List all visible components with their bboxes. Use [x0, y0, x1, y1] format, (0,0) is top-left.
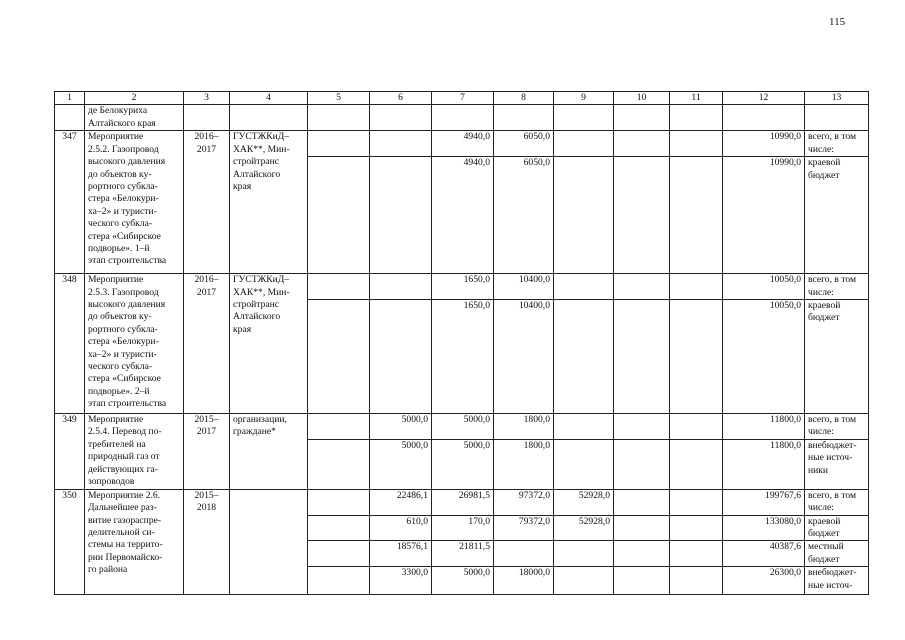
- value-cell-c9: 52928,0: [554, 489, 614, 515]
- value-cell-c9: [554, 414, 614, 440]
- value-cell-c8: 97372,0: [494, 489, 554, 515]
- value-cell-c7: 4940,0: [432, 131, 494, 157]
- cell: [805, 105, 869, 131]
- period-cell: 2016– 2017: [184, 131, 230, 274]
- value-cell-c11: [670, 131, 723, 157]
- value-cell-c8: 79372,0: [494, 515, 554, 541]
- funding-source-cell: внебюджет- ные источ- ники: [805, 439, 869, 489]
- header-cell: 9: [554, 92, 614, 105]
- value-cell-c7: 26981,5: [432, 489, 494, 515]
- funding-source-cell: всего, в том числе:: [805, 131, 869, 157]
- funding-source-cell: краевой бюджет: [805, 515, 869, 541]
- value-cell-c5: [308, 515, 370, 541]
- executor-cell: ГУСТЖКиД– ХАК**, Мин- стройтранс Алтайского края: [230, 274, 308, 414]
- value-cell-c11: [670, 274, 723, 300]
- value-cell-c6: [370, 131, 432, 157]
- cell: [432, 105, 494, 131]
- value-cell-c11: [670, 157, 723, 274]
- value-cell-c7: 21811,5: [432, 541, 494, 567]
- value-cell-c11: [670, 541, 723, 567]
- value-cell-c6: 3300,0: [370, 567, 432, 595]
- executor-cell: организации, граждане*: [230, 414, 308, 490]
- value-cell-c5: [308, 439, 370, 489]
- header-cell: 12: [723, 92, 805, 105]
- value-cell-c5: [308, 489, 370, 515]
- header-cell: 4: [230, 92, 308, 105]
- page-number: 115: [829, 16, 846, 28]
- table-body: [55, 92, 869, 595]
- header-row: [55, 92, 869, 105]
- value-cell-c7: 1650,0: [432, 274, 494, 300]
- value-cell-c10: [614, 515, 670, 541]
- value-cell-c5: [308, 274, 370, 300]
- value-cell-c7: 4940,0: [432, 157, 494, 274]
- value-cell-c10: [614, 567, 670, 595]
- cell: [308, 105, 370, 131]
- measure-name-cell: Мероприятие 2.5.4. Перевод по- требителей на природный газ от действующих га- зопроводов: [85, 414, 184, 490]
- cell: [723, 105, 805, 131]
- value-cell-c10: [614, 439, 670, 489]
- value-cell-c7: 5000,0: [432, 414, 494, 440]
- value-cell-c12: 40387,6: [723, 541, 805, 567]
- table-row: [55, 274, 869, 300]
- value-cell-c10: [614, 414, 670, 440]
- header-cell: 6: [370, 92, 432, 105]
- header-cell: 3: [184, 92, 230, 105]
- value-cell-c10: [614, 157, 670, 274]
- header-cell: 8: [494, 92, 554, 105]
- value-cell-c8: 1800,0: [494, 414, 554, 440]
- value-cell-c9: [554, 131, 614, 157]
- value-cell-c12: 199767,6: [723, 489, 805, 515]
- cell: [370, 105, 432, 131]
- value-cell-c5: [308, 414, 370, 440]
- table-row: [55, 414, 869, 440]
- period-cell: 2016– 2017: [184, 274, 230, 414]
- value-cell-c6: 5000,0: [370, 414, 432, 440]
- measure-name-cell: Мероприятие 2.5.2. Газопровод высокого давления до объектов ку- рортного субкла- стера «Белокури- ха–2» и туристи- ческого субкла- стера «Сибирское подворье». 1–й этап строительства: [85, 131, 184, 274]
- value-cell-c11: [670, 567, 723, 595]
- value-cell-c5: [308, 541, 370, 567]
- value-cell-c9: 52928,0: [554, 515, 614, 541]
- value-cell-c10: [614, 541, 670, 567]
- value-cell-c9: [554, 157, 614, 274]
- table-row: [55, 131, 869, 157]
- value-cell-c11: [670, 414, 723, 440]
- value-cell-c10: [614, 489, 670, 515]
- header-cell: 10: [614, 92, 670, 105]
- value-cell-c8: 18000,0: [494, 567, 554, 595]
- funding-source-cell: краевой бюджет: [805, 300, 869, 414]
- header-cell: 2: [85, 92, 184, 105]
- cont-name-cell: де Белокуриха Алтайского края: [85, 105, 184, 131]
- value-cell-c8: 6050,0: [494, 157, 554, 274]
- funding-source-cell: всего, в том числе:: [805, 274, 869, 300]
- value-cell-c8: [494, 541, 554, 567]
- cell: [614, 105, 670, 131]
- measure-name-cell: Мероприятие 2.6. Дальнейшее раз- витие газораспре- делительной си- стемы на террито- рии Первомайско- го района: [85, 489, 184, 594]
- value-cell-c12: 26300,0: [723, 567, 805, 595]
- value-cell-c7: 170,0: [432, 515, 494, 541]
- funding-source-cell: местный бюджет: [805, 541, 869, 567]
- cell: [55, 105, 85, 131]
- funding-source-cell: краевой бюджет: [805, 157, 869, 274]
- cell: [554, 105, 614, 131]
- value-cell-c12: 10990,0: [723, 157, 805, 274]
- table-row: [55, 489, 869, 515]
- period-cell: 2015– 2018: [184, 489, 230, 594]
- row-number-cell: 347: [55, 131, 85, 274]
- value-cell-c12: 11800,0: [723, 414, 805, 440]
- value-cell-c6: 610,0: [370, 515, 432, 541]
- value-cell-c8: 1800,0: [494, 439, 554, 489]
- value-cell-c10: [614, 131, 670, 157]
- budget-table: [54, 91, 869, 595]
- funding-source-cell: внебюджет- ные источ-: [805, 567, 869, 595]
- cell: [670, 105, 723, 131]
- continuation-row: [55, 105, 869, 131]
- value-cell-c6: 22486,1: [370, 489, 432, 515]
- value-cell-c12: 133080,0: [723, 515, 805, 541]
- value-cell-c6: [370, 300, 432, 414]
- value-cell-c10: [614, 274, 670, 300]
- value-cell-c11: [670, 515, 723, 541]
- executor-cell: [230, 489, 308, 594]
- value-cell-c8: 10400,0: [494, 300, 554, 414]
- funding-source-cell: всего, в том числе:: [805, 414, 869, 440]
- value-cell-c10: [614, 300, 670, 414]
- value-cell-c12: 10050,0: [723, 300, 805, 414]
- header-cell: 5: [308, 92, 370, 105]
- value-cell-c12: 11800,0: [723, 439, 805, 489]
- header-cell: 13: [805, 92, 869, 105]
- value-cell-c7: 5000,0: [432, 439, 494, 489]
- value-cell-c6: 18576,1: [370, 541, 432, 567]
- value-cell-c5: [308, 131, 370, 157]
- value-cell-c9: [554, 567, 614, 595]
- header-cell: 11: [670, 92, 723, 105]
- value-cell-c12: 10990,0: [723, 131, 805, 157]
- cell: [184, 105, 230, 131]
- executor-cell: ГУСТЖКиД– ХАК**, Мин- стройтранс Алтайского края: [230, 131, 308, 274]
- value-cell-c5: [308, 300, 370, 414]
- value-cell-c11: [670, 300, 723, 414]
- measure-name-cell: Мероприятие 2.5.3. Газопровод высокого давления до объектов ку- рортного субкла- стера «Белокури- ха–2» и туристи- ческого субкла- стера «Сибирское подворье». 2–й этап строительства: [85, 274, 184, 414]
- value-cell-c5: [308, 157, 370, 274]
- header-cell: 1: [55, 92, 85, 105]
- value-cell-c12: 10050,0: [723, 274, 805, 300]
- value-cell-c5: [308, 567, 370, 595]
- value-cell-c9: [554, 541, 614, 567]
- row-number-cell: 349: [55, 414, 85, 490]
- value-cell-c8: 10400,0: [494, 274, 554, 300]
- value-cell-c6: [370, 274, 432, 300]
- value-cell-c9: [554, 300, 614, 414]
- value-cell-c6: [370, 157, 432, 274]
- period-cell: 2015– 2017: [184, 414, 230, 490]
- value-cell-c7: 1650,0: [432, 300, 494, 414]
- value-cell-c9: [554, 439, 614, 489]
- value-cell-c6: 5000,0: [370, 439, 432, 489]
- cell: [230, 105, 308, 131]
- funding-source-cell: всего, в том числе:: [805, 489, 869, 515]
- header-cell: 7: [432, 92, 494, 105]
- value-cell-c11: [670, 439, 723, 489]
- value-cell-c11: [670, 489, 723, 515]
- row-number-cell: 350: [55, 489, 85, 594]
- row-number-cell: 348: [55, 274, 85, 414]
- cell: [494, 105, 554, 131]
- value-cell-c8: 6050,0: [494, 131, 554, 157]
- value-cell-c9: [554, 274, 614, 300]
- value-cell-c7: 5000,0: [432, 567, 494, 595]
